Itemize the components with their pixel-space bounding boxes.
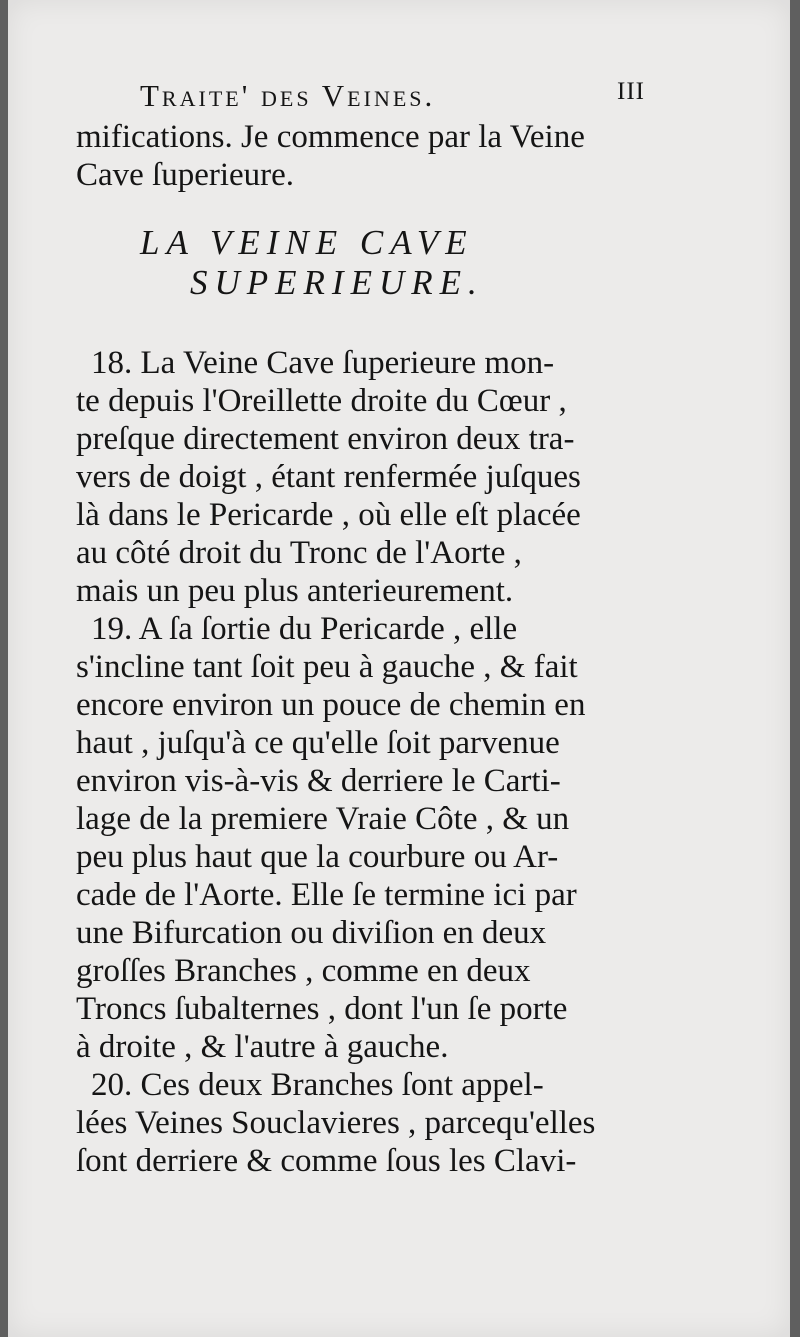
paragraph-19-line: cade de l'Aorte. Elle ſe termine ici par (76, 877, 577, 913)
text-line: mifications. Je commence par la Veine (76, 119, 585, 155)
section-heading-line-2: SUPERIEURE. (190, 263, 484, 302)
paragraph-20-line: 20. Ces deux Branches ſont appel- (91, 1067, 544, 1103)
paragraph-19-line: Troncs ſubalternes , dont l'un ſe porte (76, 991, 568, 1027)
page-number: III (617, 78, 645, 105)
paragraph-20-line: lées Veines Souclavieres , parcequ'elles (76, 1105, 596, 1141)
paragraph-18-line: vers de doigt , étant renfermée juſques (76, 459, 581, 495)
paragraph-20-line: ſont derriere & comme ſous les Clavi- (76, 1143, 577, 1179)
paragraph-19-line: s'incline tant ſoit peu à gauche , & fait (76, 649, 578, 685)
paragraph-18-line: là dans le Pericarde , où elle eſt placée (76, 497, 581, 533)
paragraph-18-line: au côté droit du Tronc de l'Aorte , (76, 535, 522, 571)
paragraph-19-line: encore environ un pouce de chemin en (76, 687, 586, 723)
paragraph-19-line: lage de la premiere Vraie Côte , & un (76, 801, 570, 837)
paragraph-19-line: à droite , & l'autre à gauche. (76, 1029, 449, 1065)
paragraph-19-line: groſſes Branches , comme en deux (76, 953, 531, 989)
paragraph-19-line: une Bifurcation ou diviſion en deux (76, 915, 547, 951)
section-heading-line-1: LA VEINE CAVE (140, 223, 474, 262)
running-head (140, 78, 645, 112)
paragraph-18-line: 18. La Veine Cave ſuperieure mon- (91, 345, 555, 381)
paragraph-19-line: peu plus haut que la courbure ou Ar- (76, 839, 559, 875)
running-head-title: Traite' des Veines. (140, 78, 436, 113)
paragraph-19-line: haut , juſqu'à ce qu'elle ſoit parvenue (76, 725, 560, 761)
paragraph-18-line: preſque directement environ deux tra- (76, 421, 575, 457)
paragraph-19-line: 19. A ſa ſortie du Pericarde , elle (91, 611, 518, 647)
book-page (8, 0, 790, 1337)
paragraph-18-line: te depuis l'Oreillette droite du Cœur , (76, 383, 567, 419)
paragraph-18-line: mais un peu plus anterieurement. (76, 573, 514, 609)
paragraph-19-line: environ vis-à-vis & derriere le Carti- (76, 763, 561, 799)
text-line: Cave ſuperieure. (76, 157, 295, 193)
